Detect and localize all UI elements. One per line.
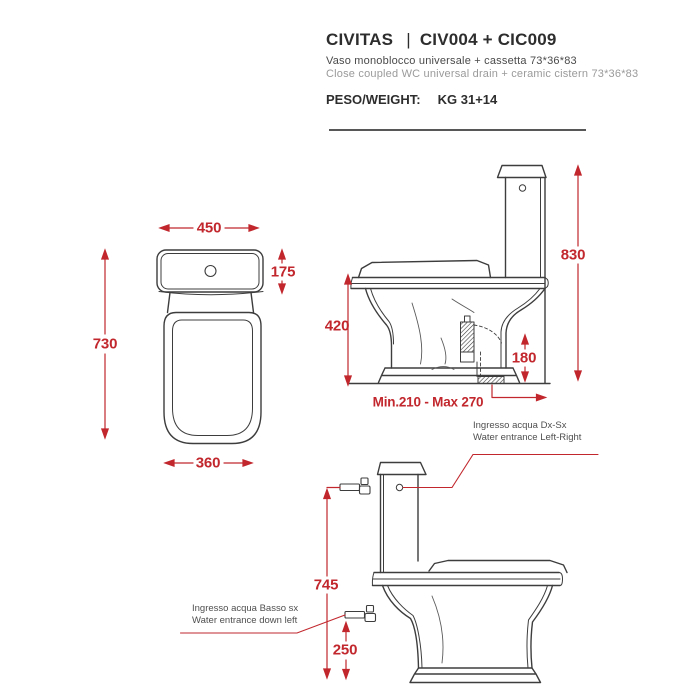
dim-175-arrow-up <box>279 250 285 259</box>
install-interior-curve <box>432 596 443 663</box>
weight-value: KG 31+14 <box>437 92 498 107</box>
dim-830-arrow-up <box>575 166 581 175</box>
title-separator: | <box>406 30 411 49</box>
annotation-inlet-side <box>473 420 581 443</box>
dim-420-label: 420 <box>324 317 350 335</box>
install-rim-details <box>372 573 562 586</box>
front-tank-inner-line <box>161 254 259 290</box>
dim-360-arrow-left <box>165 460 174 466</box>
annotation-inlet-bottom-it: Ingresso acqua Basso sx <box>192 603 299 614</box>
dim-minmax-label: Min.210 - Max 270 <box>372 394 484 410</box>
side-bowl-front-outline <box>366 289 392 369</box>
front-tank-outline <box>157 250 263 292</box>
annotation-inlet-side-it: Ingresso acqua Dx-Sx <box>473 420 567 431</box>
dim-250-arrow-down <box>343 670 349 679</box>
dim-745-arrow-up <box>324 490 330 499</box>
side-drain-pipe-hatched <box>461 322 475 352</box>
dim-730-arrow-down <box>102 429 108 438</box>
front-neck-lines <box>168 293 254 313</box>
dim-450-label: 450 <box>196 219 222 237</box>
annotation-inlet-bottom <box>192 603 298 626</box>
dim-730-label: 730 <box>92 335 118 353</box>
dim-250-arrow-up <box>343 623 349 632</box>
brand-name: CIVITAS <box>326 30 394 49</box>
side-trap-outline <box>461 352 478 377</box>
dim-175-label: 175 <box>270 263 296 281</box>
dim-minmax-arrow-right <box>537 394 546 400</box>
side-rim-details <box>351 278 548 289</box>
front-view-drawing <box>157 250 263 444</box>
subtitle-italian: Vaso monoblocco universale + cassetta 73*36*83 <box>326 55 577 67</box>
side-cistern-lid <box>498 166 547 178</box>
dim-minmax-line <box>492 385 537 398</box>
side-seat-lid <box>359 261 491 278</box>
dim-420-arrow-up <box>345 275 351 284</box>
dim-450-arrow-left <box>160 225 169 231</box>
leader-inlet-side <box>403 455 598 488</box>
side-floor-drain-hatched <box>478 377 504 384</box>
weight-label: PESO/WEIGHT: <box>326 92 421 107</box>
front-body-inner-line <box>173 320 253 436</box>
dim-360-arrow-right <box>243 460 252 466</box>
subtitle-english: Close coupled WC universal drain + ceramic cistern 73*36*83 <box>326 68 639 80</box>
dim-180-label: 180 <box>511 349 537 367</box>
front-body-outline <box>164 313 261 444</box>
side-inlet-fitting-icon <box>340 478 370 494</box>
install-bowl-front-inner <box>527 586 548 669</box>
dim-730-arrow-up <box>102 250 108 259</box>
install-water-inlet-hole <box>396 484 402 490</box>
bottom-inlet-fitting-icon <box>345 606 376 622</box>
dim-745-label: 745 <box>313 576 339 594</box>
dim-360-label: 360 <box>195 454 221 472</box>
dim-450-arrow-right <box>249 225 258 231</box>
install-bowl-rear-outline <box>383 586 419 669</box>
side-drain-pipe-cap <box>465 316 471 322</box>
dim-745-arrow-down <box>324 669 330 678</box>
side-drain-dashed-curve <box>474 325 502 343</box>
dim-175-arrow-down <box>279 284 285 293</box>
install-pedestal-base <box>410 668 541 683</box>
install-cistern-lid <box>378 463 427 475</box>
model-code: CIV004 + CIC009 <box>419 30 557 49</box>
dim-830-label: 830 <box>560 246 586 264</box>
dim-250-label: 250 <box>332 641 358 659</box>
side-cistern-hole <box>519 185 525 191</box>
installation-view-drawing <box>340 463 567 683</box>
dim-180-arrow-down <box>522 372 528 381</box>
install-seat-lid <box>429 561 567 573</box>
dim-830-arrow-down <box>575 371 581 380</box>
annotation-inlet-side-en: Water entrance Left-Right <box>473 431 582 443</box>
dim-180-arrow-up <box>522 335 528 344</box>
install-bowl-rear-inner <box>388 586 423 669</box>
install-cistern-body <box>381 475 419 573</box>
annotation-inlet-bottom-en: Water entrance down left <box>192 614 298 626</box>
front-flush-button <box>205 266 216 277</box>
install-bowl-front-outline <box>531 586 553 669</box>
